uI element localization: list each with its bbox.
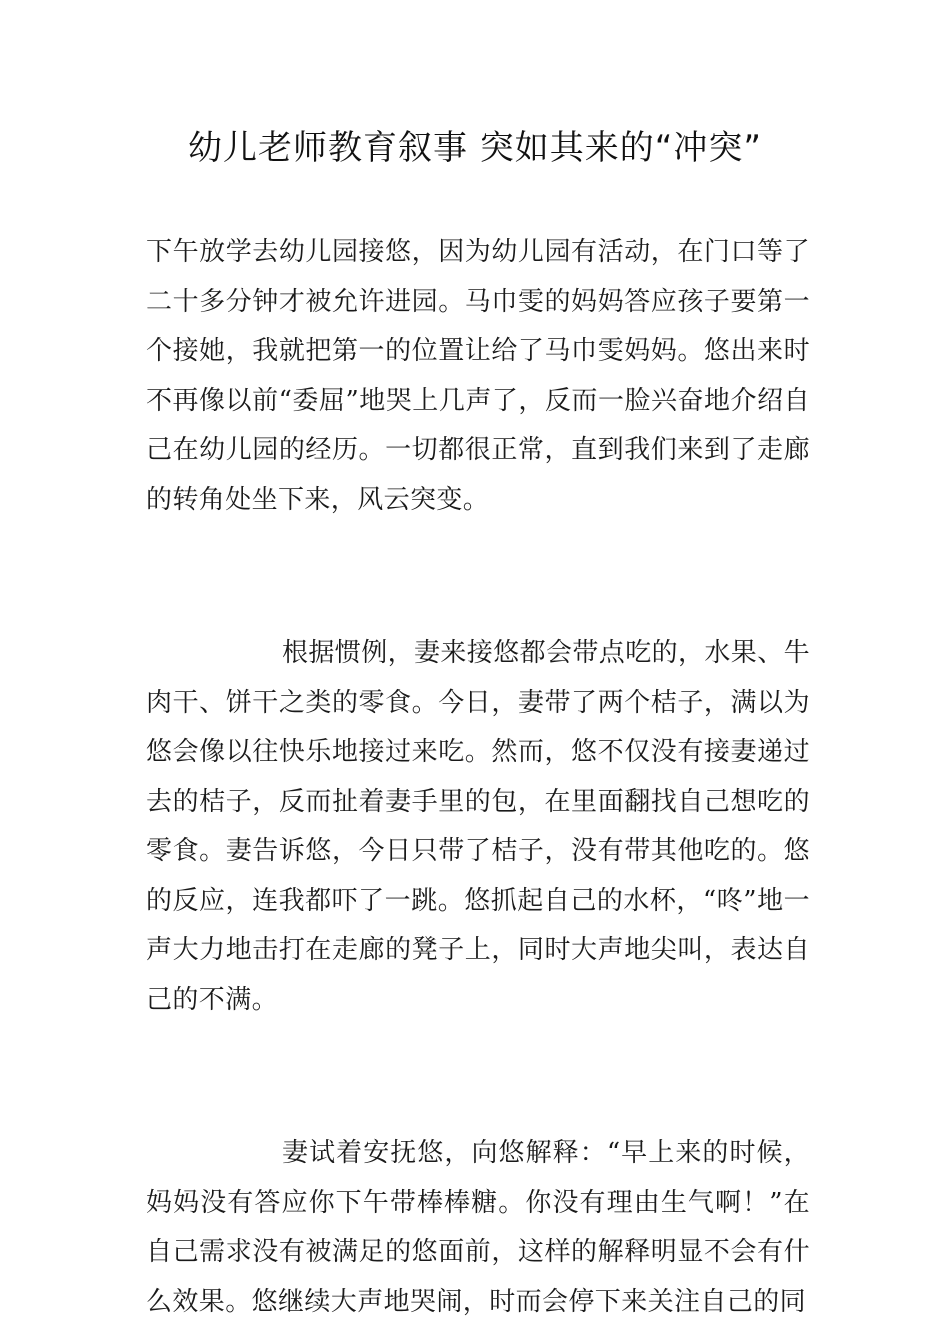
document-body bbox=[146, 228, 810, 1327]
document-title: 幼儿老师教育叙事 突如其来的“冲突” bbox=[187, 128, 763, 168]
paragraph-spacer bbox=[146, 1025, 810, 1129]
paragraph-1: 下午放学去幼儿园接悠，因为幼儿园有活动，在门口等了二十多分钟才被允许进园。马巾雯的妈妈答应孩子要第一个接她，我就把第一的位置让给了马巾雯妈妈。悠出来时不再像以前“委屈”地哭上几声了，反而一脸兴奋地介绍自己在幼儿园的经历。一切都很正常，直到我们来到了走廊的转角处坐下来，风云突变。 bbox=[146, 237, 810, 515]
paragraph-2: 根据惯例，妻来接悠都会带点吃的，水果、牛肉干、饼干之类的零食。今日，妻带了两个桔子，满以为悠会像以往快乐地接过来吃。然而，悠不仅没有接妻递过去的桔子，反而扯着妻手里的包，在里面翻找自己想吃的零食。妻告诉悠，今日只带了桔子，没有带其他吃的。悠的反应，连我都吓了一跳。悠抓起自己的水杯，“咚”地一声大力地击打在走廊的凳子上，同时大声地尖叫，表达自己的不满。 bbox=[146, 638, 811, 1015]
paragraph-3: 妻试着安抚悠，向悠解释：“早上来的时候，妈妈没有答应你下午带棒棒糖。你没有理由生气啊！”在自己需求没有被满足的悠面前，这样的解释明显不会有什么效果。悠继续大声地哭闹，时而会停下来关注自己的同 bbox=[146, 1138, 810, 1317]
paragraph-spacer bbox=[146, 525, 810, 629]
